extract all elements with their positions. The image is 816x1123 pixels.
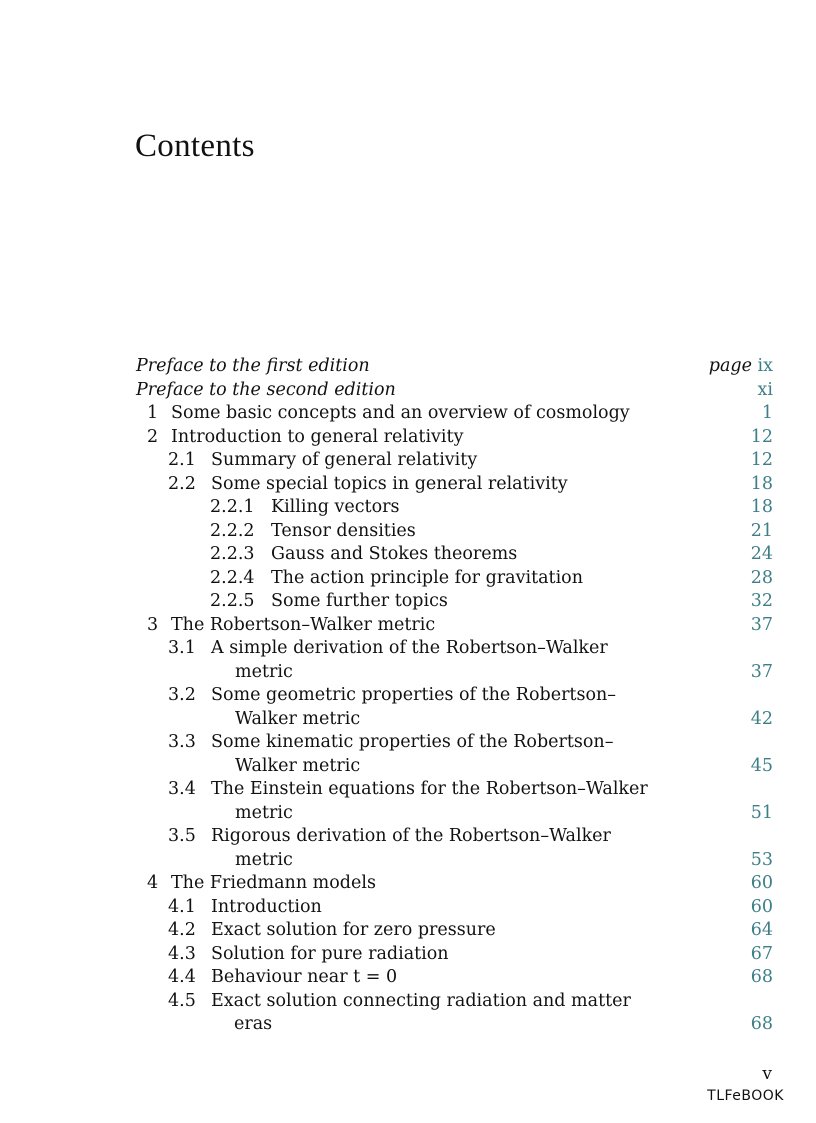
toc-entry-title: Introduction (211, 896, 322, 917)
page-prefix: page (708, 356, 752, 376)
toc-entry-title: Behaviour near t = 0 (211, 967, 398, 987)
toc-entry-title: The Friedmann models (171, 873, 376, 893)
toc-entry[interactable] (136, 449, 773, 473)
source-stamp: TLFeBOOK (707, 1088, 784, 1104)
toc-page-number[interactable]: 12 (750, 450, 773, 470)
toc-entry-number: 2.2 (168, 473, 196, 494)
toc-entry-title: Introduction to general relativity (171, 426, 464, 447)
toc-entry[interactable] (136, 684, 773, 731)
toc-entry-heading (136, 731, 773, 755)
toc-entry-heading (136, 825, 773, 849)
toc-entry-title: Preface to the first edition (136, 356, 370, 376)
toc-entry-title: Preface to the second edition (136, 379, 396, 400)
toc-entry-title-continued: metric (235, 661, 293, 682)
toc-entry-number: 1 (147, 403, 159, 423)
toc-entry[interactable] (136, 731, 773, 778)
toc-entry-heading (136, 896, 322, 920)
toc-entry-heading (136, 520, 416, 544)
toc-entry-number: 3.1 (168, 638, 196, 658)
toc-entry[interactable] (136, 543, 773, 567)
toc-entry-title: Exact solution connecting radiation and matter (211, 990, 631, 1011)
toc-entry-title-continued: Walker metric (235, 708, 361, 729)
toc-entry-heading (136, 473, 568, 497)
toc-page-number[interactable]: 37 (750, 614, 773, 635)
toc-entry-title-continued: metric (235, 849, 293, 870)
toc-entry-title: Exact solution for zero pressure (211, 920, 496, 940)
toc-entry[interactable] (136, 567, 773, 591)
toc-entry-heading (136, 426, 463, 450)
toc-page-number[interactable]: 51 (750, 802, 773, 823)
toc-entry-heading (136, 990, 773, 1014)
toc-page-number[interactable]: 67 (750, 943, 773, 964)
toc-entry[interactable] (136, 825, 773, 872)
toc-entry-number: 2.1 (168, 450, 196, 470)
toc-entry-number: 2.2.1 (210, 497, 255, 517)
toc-entry-title: Some special topics in general relativity (211, 473, 568, 494)
toc-entry-number: 3.5 (168, 826, 196, 846)
toc-page-number[interactable]: 64 (750, 920, 773, 940)
toc-entry-number: 2 (147, 426, 159, 447)
toc-entry[interactable] (136, 614, 773, 638)
toc-entry-heading (136, 919, 496, 943)
toc-page-number[interactable]: 68 (750, 967, 773, 987)
page-folio: v (762, 1064, 772, 1084)
toc-entry-title: The Einstein equations for the Robertson–Walker (211, 779, 648, 799)
toc-page-number[interactable]: 32 (750, 591, 773, 611)
toc-entry-title: Rigorous derivation of the Robertson–Walker (211, 826, 611, 846)
toc-entry[interactable] (136, 426, 773, 450)
toc-entry-number: 2.2.4 (210, 567, 255, 588)
toc-entry-title: Gauss and Stokes theorems (271, 544, 518, 564)
toc-entry-heading (136, 543, 517, 567)
toc-entry-number: 2.2.2 (210, 520, 255, 541)
toc-entry-number: 3 (147, 614, 159, 635)
toc-entry-heading (136, 872, 376, 896)
toc-entry[interactable] (136, 520, 773, 544)
toc-entry-heading (136, 590, 448, 614)
page-title: Contents (135, 128, 255, 164)
toc-entry-heading (136, 943, 449, 967)
toc-entry[interactable] (136, 496, 773, 520)
toc-entry[interactable] (136, 778, 773, 825)
toc-entry-title: A simple derivation of the Robertson–Walker (211, 638, 608, 658)
toc-entry-heading (136, 637, 773, 661)
toc-page-number[interactable]: 21 (750, 520, 773, 541)
toc-page-number[interactable]: 18 (750, 473, 773, 494)
toc-entry-heading (136, 567, 583, 591)
toc-entry[interactable] (136, 966, 773, 990)
toc-entry-title: The Robertson–Walker metric (171, 614, 436, 635)
toc-entry-title: Summary of general relativity (211, 450, 478, 470)
toc-entry-list (136, 402, 773, 1037)
toc-page-number[interactable] (709, 355, 773, 379)
toc-page-number[interactable]: 18 (750, 497, 773, 517)
toc-page-number[interactable]: 60 (750, 896, 773, 917)
toc-entry-heading (136, 496, 399, 520)
toc-page-number[interactable]: 45 (750, 755, 773, 776)
toc-entry-heading (136, 684, 773, 708)
toc-entry-number: 4.5 (168, 990, 196, 1011)
toc-entry-number: 4.1 (168, 896, 196, 917)
toc-entry[interactable] (136, 896, 773, 920)
toc-entry[interactable] (136, 637, 773, 684)
toc-entry-preface-first[interactable] (136, 355, 773, 379)
toc-entry[interactable] (136, 919, 773, 943)
toc-page-number[interactable]: xi (757, 379, 773, 400)
toc-entry-number: 2.2.3 (210, 544, 255, 564)
toc-entry[interactable] (136, 872, 773, 896)
toc-page-number[interactable]: 28 (750, 567, 773, 588)
toc-entry[interactable] (136, 590, 773, 614)
toc-entry-number: 3.3 (168, 732, 196, 752)
toc-entry[interactable] (136, 473, 773, 497)
toc-entry-number: 3.2 (168, 685, 196, 705)
toc-entry-title: Killing vectors (271, 497, 400, 517)
toc-page-number[interactable]: 68 (750, 1014, 773, 1034)
toc-entry-number: 2.2.5 (210, 591, 255, 611)
toc-entry-title: Some basic concepts and an overview of cosmology (171, 403, 630, 423)
toc-entry-heading (136, 449, 477, 473)
toc-entry-title: The action principle for gravitation (271, 567, 583, 588)
toc-entry-title: Solution for pure radiation (211, 943, 449, 964)
toc-entry-title-continued: eras (234, 1014, 273, 1034)
toc-page-number[interactable]: 53 (750, 849, 773, 870)
table-of-contents (136, 355, 773, 1037)
toc-entry-heading (136, 778, 773, 802)
toc-page-number[interactable]: 37 (750, 661, 773, 682)
toc-entry-title-continued: Walker metric (235, 755, 361, 776)
toc-entry-number: 4.2 (168, 920, 196, 940)
toc-page-number[interactable]: 24 (750, 544, 773, 564)
page-number-value: ix (757, 356, 773, 376)
toc-page-number[interactable]: 42 (750, 708, 773, 729)
toc-entry-title: Tensor densities (271, 520, 416, 541)
toc-entry-title: Some further topics (271, 591, 448, 611)
toc-entry[interactable] (136, 990, 773, 1037)
toc-page-number[interactable]: 1 (761, 403, 773, 423)
toc-entry[interactable] (136, 402, 773, 426)
toc-entry-title: Some geometric properties of the Robertson– (211, 685, 617, 705)
toc-page-number[interactable]: 12 (750, 426, 773, 447)
toc-entry-title: Some kinematic properties of the Robertson– (211, 732, 614, 752)
toc-entry-number: 4.4 (168, 967, 196, 987)
toc-entry[interactable] (136, 943, 773, 967)
toc-entry-title-continued: metric (235, 802, 293, 823)
toc-entry-preface-second[interactable] (136, 379, 773, 403)
toc-page-number[interactable]: 60 (750, 873, 773, 893)
toc-entry-number: 3.4 (168, 779, 196, 799)
toc-entry-number: 4 (147, 873, 159, 893)
toc-entry-heading (136, 614, 435, 638)
toc-entry-heading (136, 402, 630, 426)
toc-entry-heading (136, 966, 397, 990)
toc-entry-number: 4.3 (168, 943, 196, 964)
